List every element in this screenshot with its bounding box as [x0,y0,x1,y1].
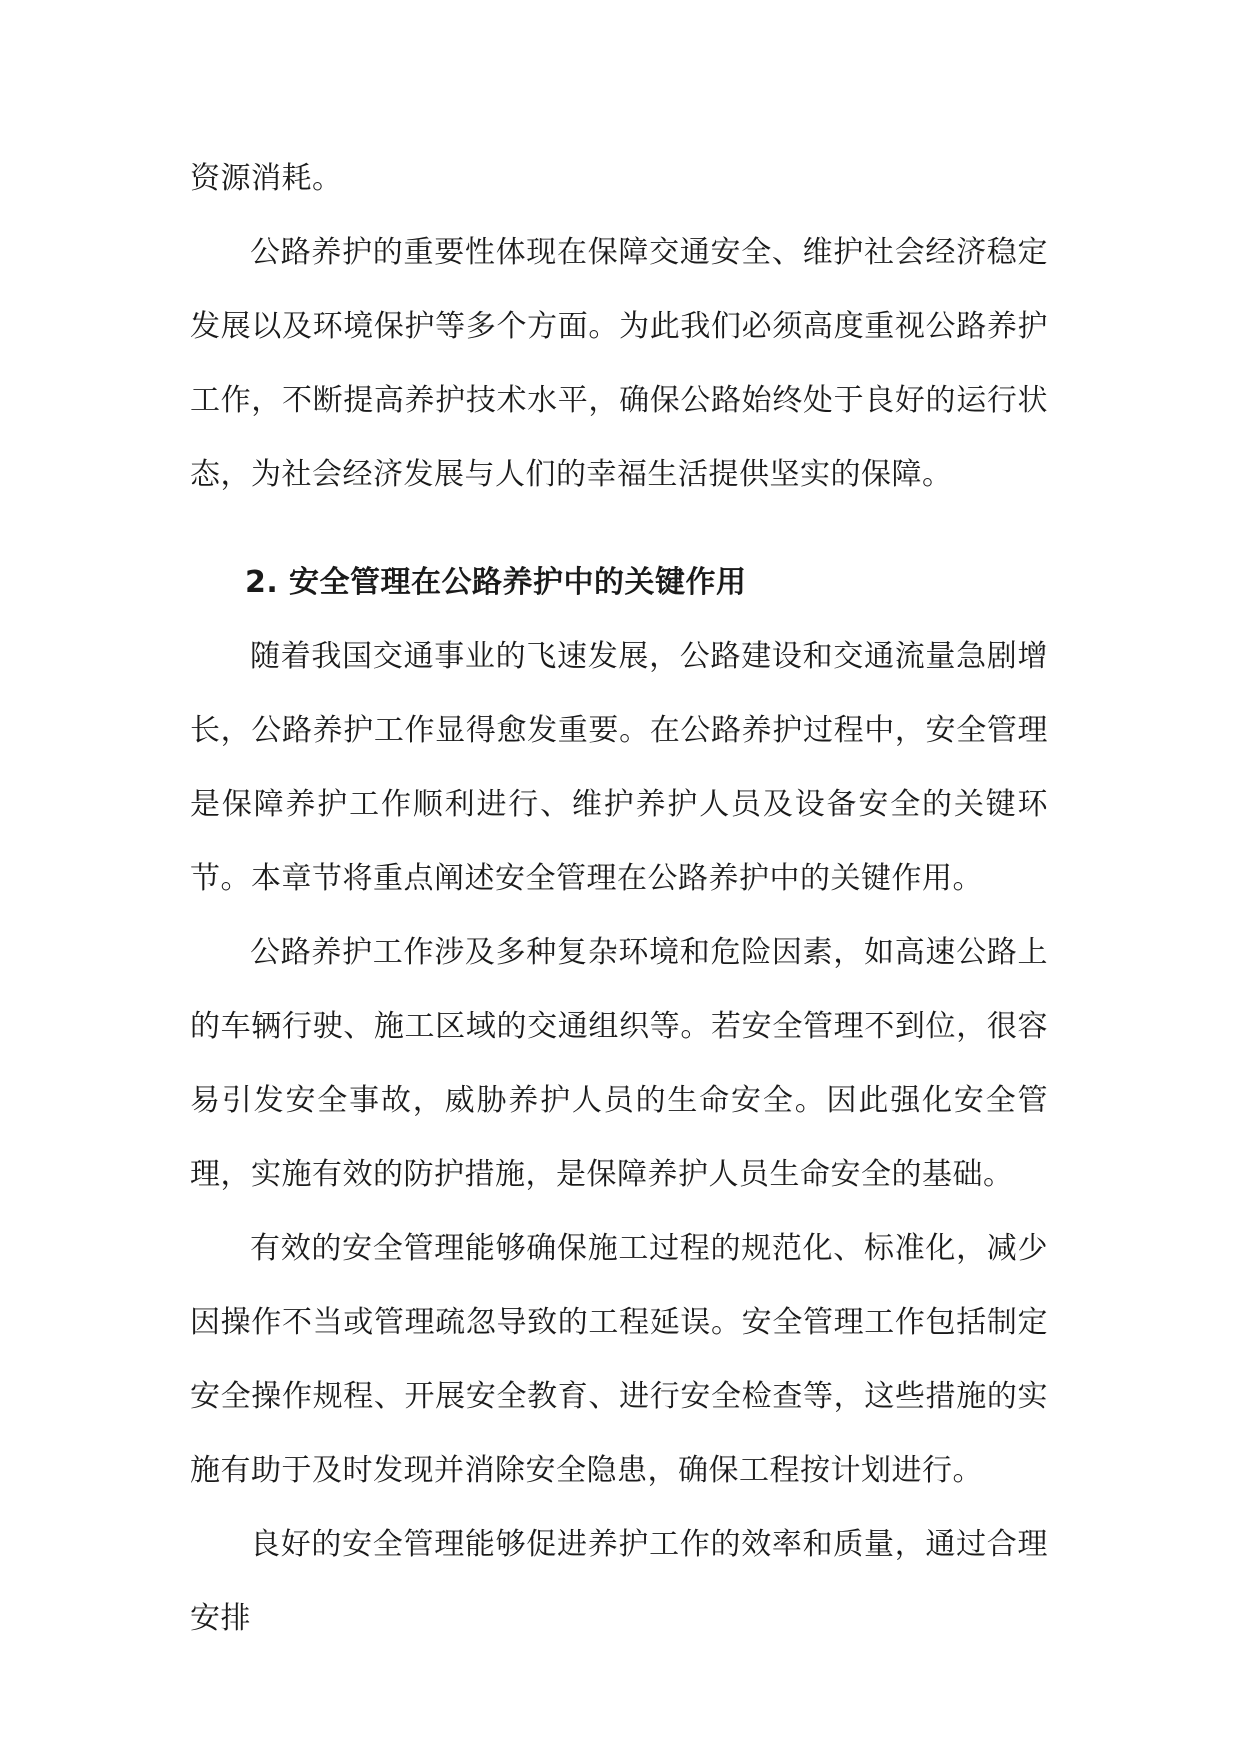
paragraph-importance: 公路养护的重要性体现在保障交通安全、维护社会经济稳定发展以及环境保护等多个方面。为此我们必须高度重视公路养护工作，不断提高养护技术水平，确保公路始终处于良好的运行状态，为社会经济发展与人们的幸福生活提供坚实的保障。 [190,235,1048,492]
paragraph-3: 有效的安全管理能够确保施工过程的规范化、标准化，减少因操作不当或管理疏忽导致的工程延误。安全管理工作包括制定安全操作规程、开展安全教育、进行安全检查等，这些措施的实施有助于及时发现并消除安全隐患，确保工程按计划进行。 [190,1231,1048,1488]
paragraph-4: 良好的安全管理能够促进养护工作的效率和质量，通过合理安排 [190,1527,1048,1636]
paragraph-2: 公路养护工作涉及多种复杂环境和危险因素，如高速公路上的车辆行驶、施工区域的交通组织等。若安全管理不到位，很容易引发安全事故，威胁养护人员的生命安全。因此强化安全管理，实施有效的防护措施，是保障养护人员生命安全的基础。 [190,935,1048,1192]
paragraph-continued: 资源消耗。 [190,161,343,196]
paragraph-1: 随着我国交通事业的飞速发展，公路建设和交通流量急剧增长，公路养护工作显得愈发重要。在公路养护过程中，安全管理是保障养护工作顺利进行、维护养护人员及设备安全的关键环节。本章节将重点阐述安全管理在公路养护中的关键作用。 [190,639,1048,896]
section-title: 安全管理在公路养护中的关键作用 [289,565,747,600]
document-body [190,142,1048,1656]
section-number: 2. [245,565,279,600]
section-heading [190,546,1048,620]
